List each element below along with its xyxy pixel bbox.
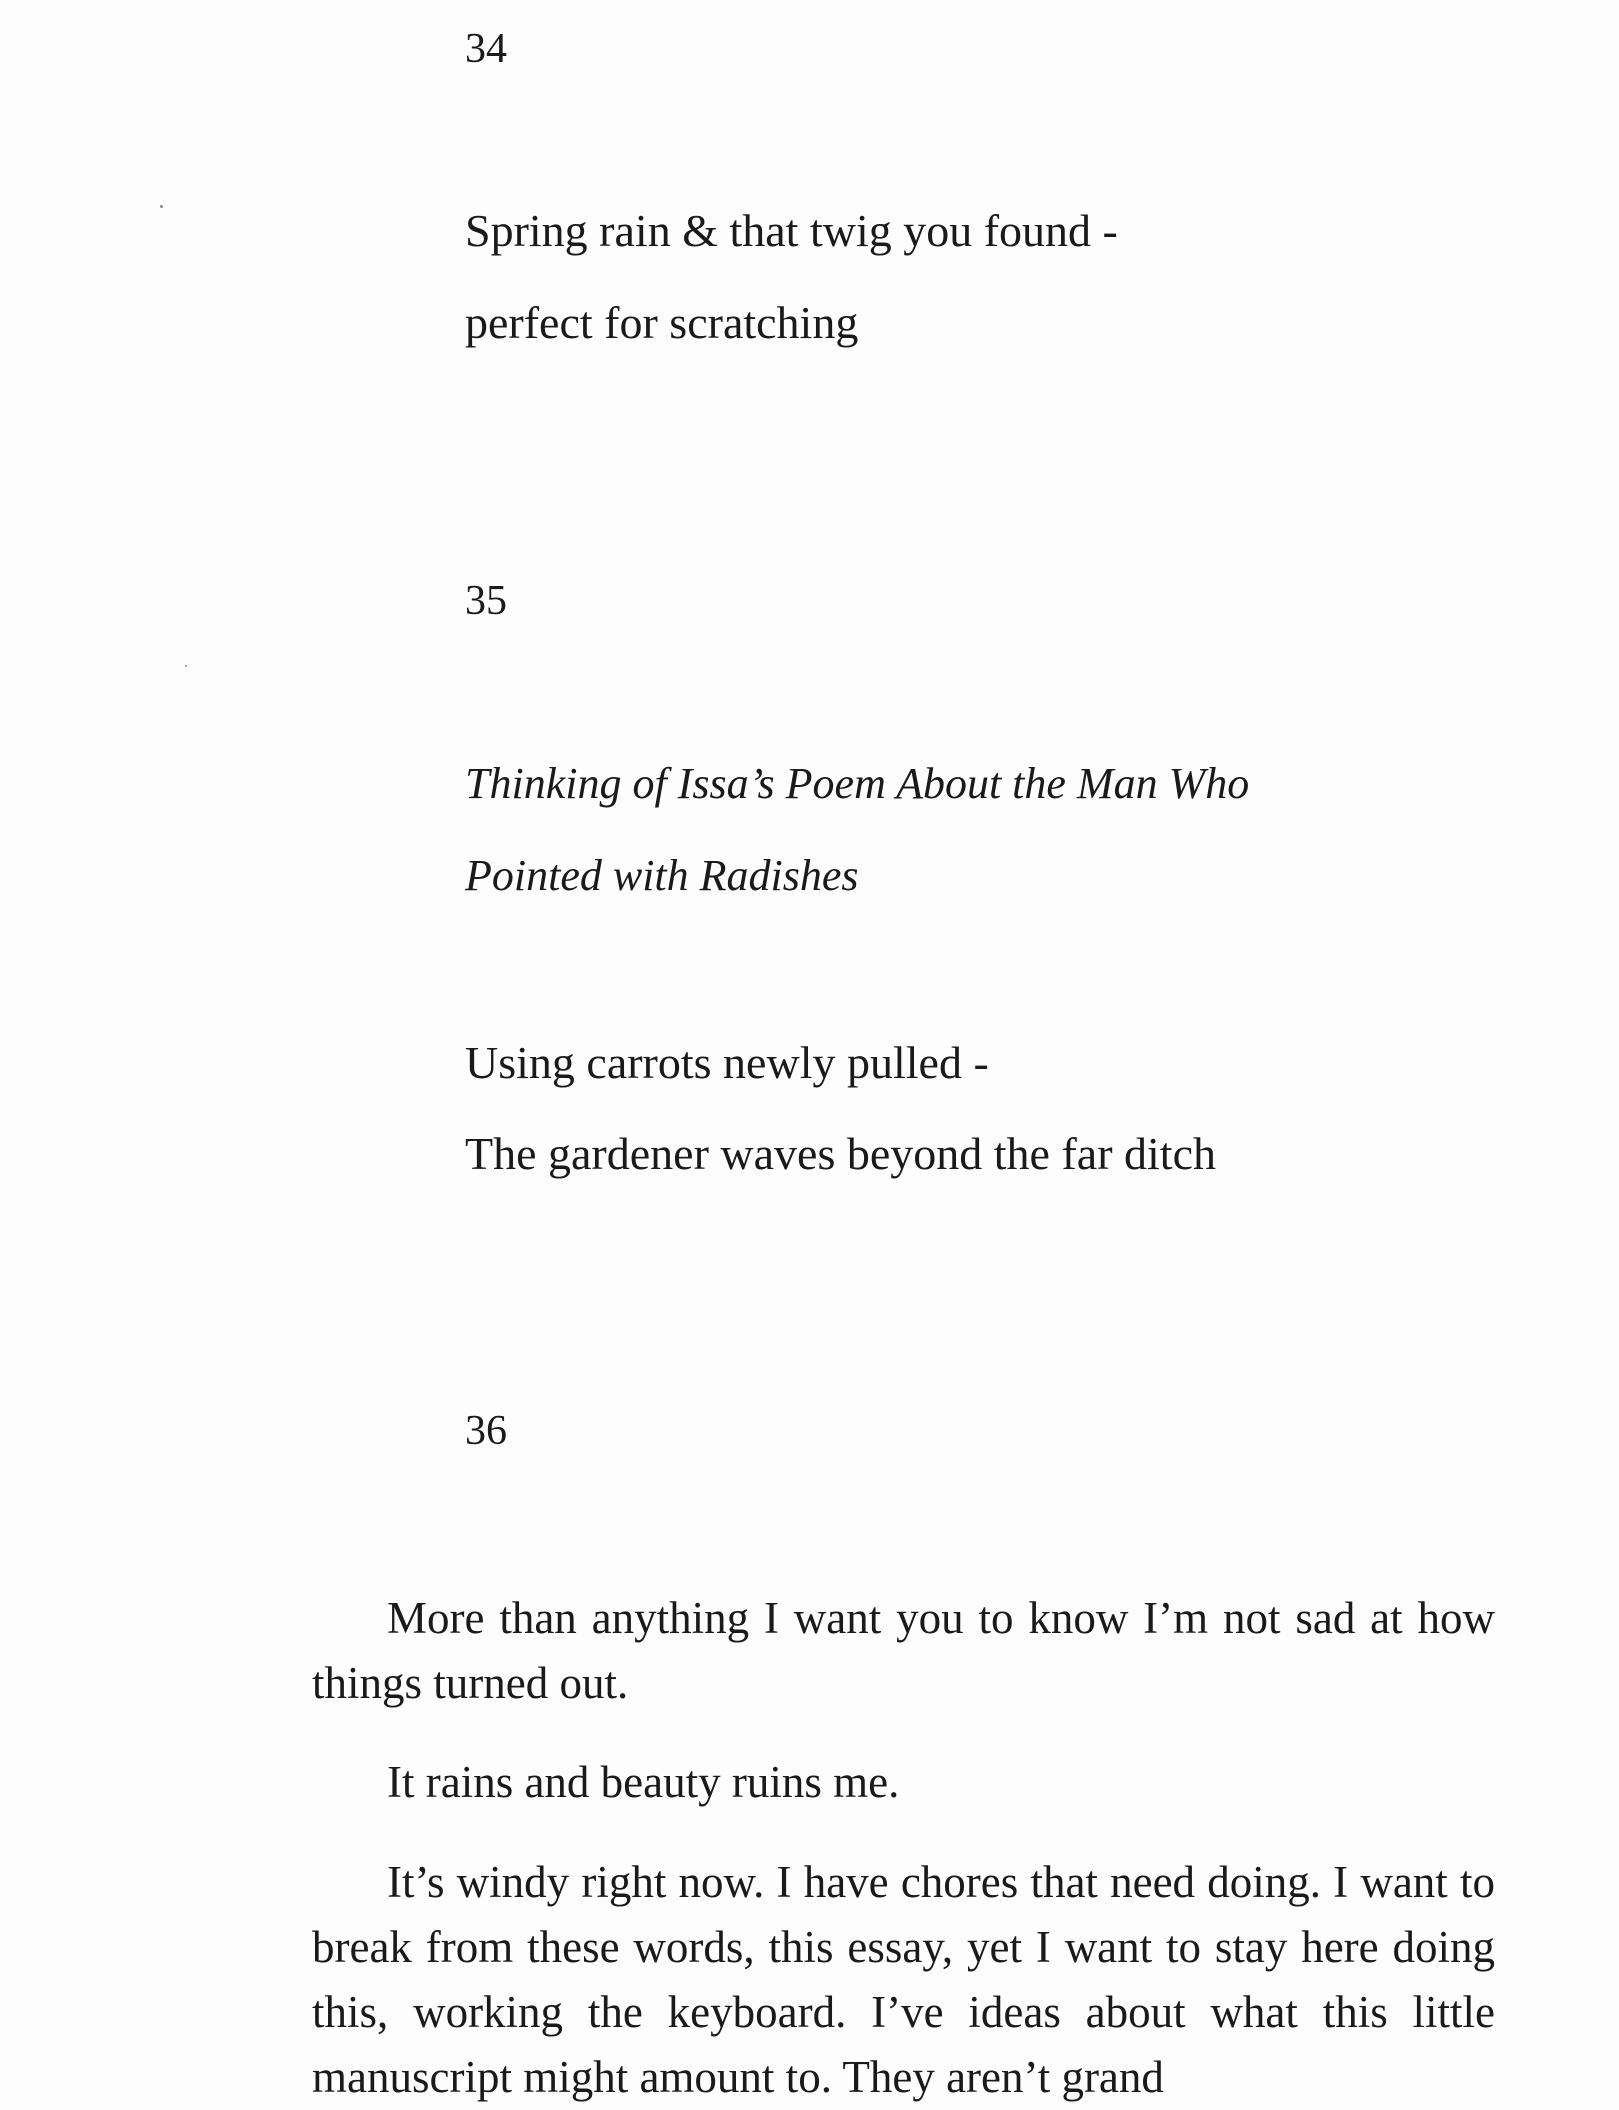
poem-title-line-2: Pointed with Radishes <box>465 851 859 900</box>
prose-paragraph-3: It’s windy right now. I have chores that need doing. I want to break from these words, this essay, yet I want to stay here doing this, working the keyboard. I’ve ideas about what this little manuscript might amount to. They aren’t grand <box>312 1857 1495 2102</box>
prose-paragraph-2: It rains and beauty ruins me. <box>387 1757 900 1807</box>
haiku-34-line-2: perfect for scratching <box>465 297 859 348</box>
haiku-34-line-1: Spring rain & that twig you found - <box>465 205 1118 256</box>
haiku-35-line-1: Using carrots newly pulled - <box>465 1037 989 1088</box>
scan-speck <box>185 665 187 667</box>
poem-title-line-1: Thinking of Issa’s Poem About the Man Who <box>465 759 1250 808</box>
section-number-35: 35 <box>465 578 507 624</box>
prose-paragraph-1: More than anything I want you to know I’m not sad at how things turned out. <box>312 1593 1495 1708</box>
section-number-34: 34 <box>465 26 507 72</box>
scan-speck <box>160 205 163 208</box>
haiku-35-line-2: The gardener waves beyond the far ditch <box>465 1128 1217 1179</box>
section-number-36: 36 <box>465 1408 507 1454</box>
